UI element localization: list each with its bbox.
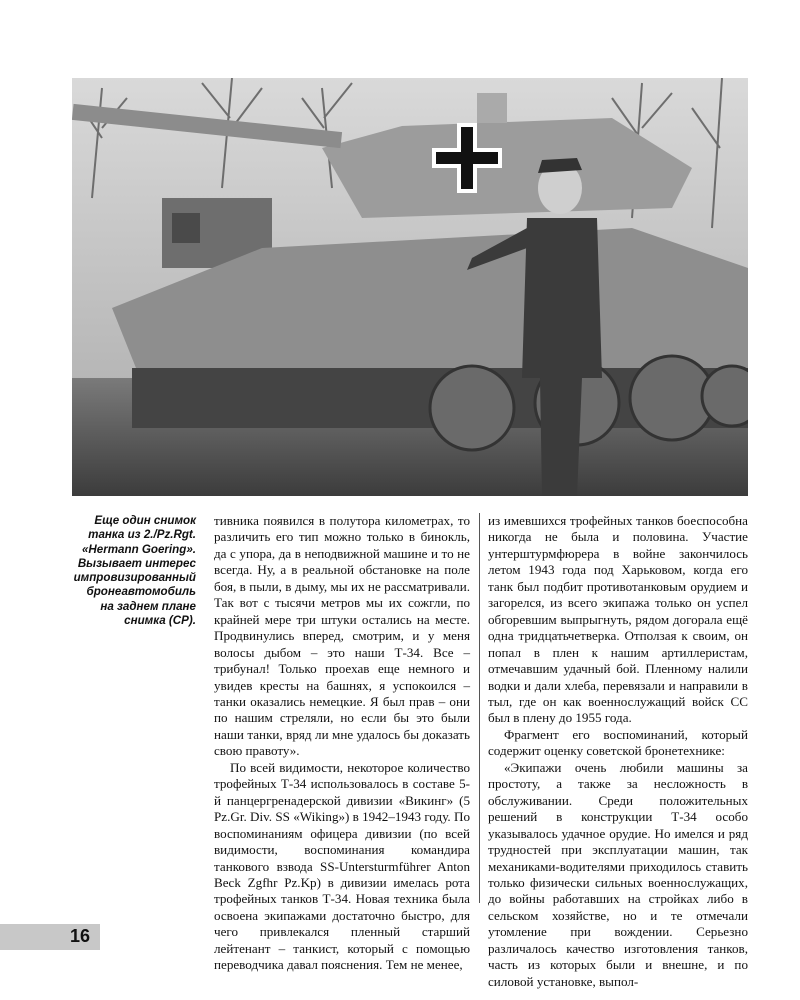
photo-icon	[72, 78, 748, 496]
page-number: 16	[69, 926, 90, 946]
caption-line: импровизированный	[73, 571, 196, 585]
text-column-right	[488, 513, 748, 990]
text-column-middle	[214, 513, 470, 974]
paragraph: Фрагмент его воспоминаний, который содержит оценку советской бронетехнике:	[488, 726, 748, 759]
paragraph: По всей видимости, некоторое количество трофейных Т-34 использовалось в составе 5-й панцергренадерской дивизии «Викинг» (5 Pz.Gr. Div. SS «Wiking») в 1942–1943 году. По воспоминаниям офицера дивизии (по всей видимости, воспоминания командира танкового взвода SS-Untersturmführer Anton Beck Zgfhr Pz.Kp) в дивизии имелась рота трофейных танков Т-34. Новая техника была освоена экипажами достаточно быстро, для чего привлекался пленный старший лейтенант – танкист, который с помощью переводчика давал пояснения. Тем не менее,	[214, 759, 470, 973]
paragraph: «Экипажи очень любили машины за простоту, а также за несложность в обслуживании. Среди положительных решений в конструкции Т-34 особо указывалось удачное орудие. Но имелся и ряд трудностей при эксплуатации машин, так механиками-водителями приходилось ставить только физически сильных военнослужащих, до войны работавших на стройках либо в сельском хозяйстве, но и те отмечали утомление при вождении. Серьезно различалось качество изготовления танков, часть из которых были и внешне, и по силовой установке, выпол-	[488, 759, 748, 989]
caption-line: снимка (СР).	[124, 614, 196, 628]
caption-line: танка из 2./Pz.Rgt.	[88, 528, 196, 542]
paragraph: из имевшихся трофейных танков боеспособна никогда не была и половина. Участие унтерштурмфюрера в войне закончилось летом 1943 года под Харьковом, когда его танк был подбит противотанковым орудием и загорелся, из всего экипажа только он успел обгоревшим выпрыгнуть, рядом догорала ещё одна тридцатьчетверка. Отползая к своим, он попал в плен к нашим артиллеристам, отмечавшим удачный бой. Пленному налили водки и дали хлеба, перевязали и направили в тыл, где он как военнослужащий войск СС был в плену до 1955 года.	[488, 513, 748, 726]
caption-line: «Hermann Goering».	[81, 542, 196, 556]
photo-caption	[72, 514, 196, 628]
tank-photo	[72, 78, 748, 496]
caption-line: на заднем плане	[100, 599, 196, 613]
paragraph: тивника появился в полутора километрах, то различить его тип можно только в бинокль, да с упора, да в неподвижной машине и то не всегда. Ну, а в реальной обстановке на поле боя, в пыли, в дыму, мы их не рассматривали. Так вот с тысячи метров мы их сожгли, по крайней мере три штуки остались на месте. Продвинулись вперед, смотрим, и у меня волосы дыбом – это наши Т-34. Все – трибунал! Только проехав еще немного и увидев кресты на башнях, я успокоился – танки оказались немецкие. Я был прав – они по нашим стреляли, но если бы это были наши танки, вряд ли мне удалось бы доказать свою правоту».	[214, 513, 470, 759]
caption-line: Вызывает интерес	[77, 556, 196, 570]
column-divider	[479, 513, 480, 903]
caption-line: бронеавтомобиль	[86, 585, 196, 599]
caption-line: Еще один снимок	[94, 514, 196, 527]
page-number-tab	[0, 924, 100, 950]
